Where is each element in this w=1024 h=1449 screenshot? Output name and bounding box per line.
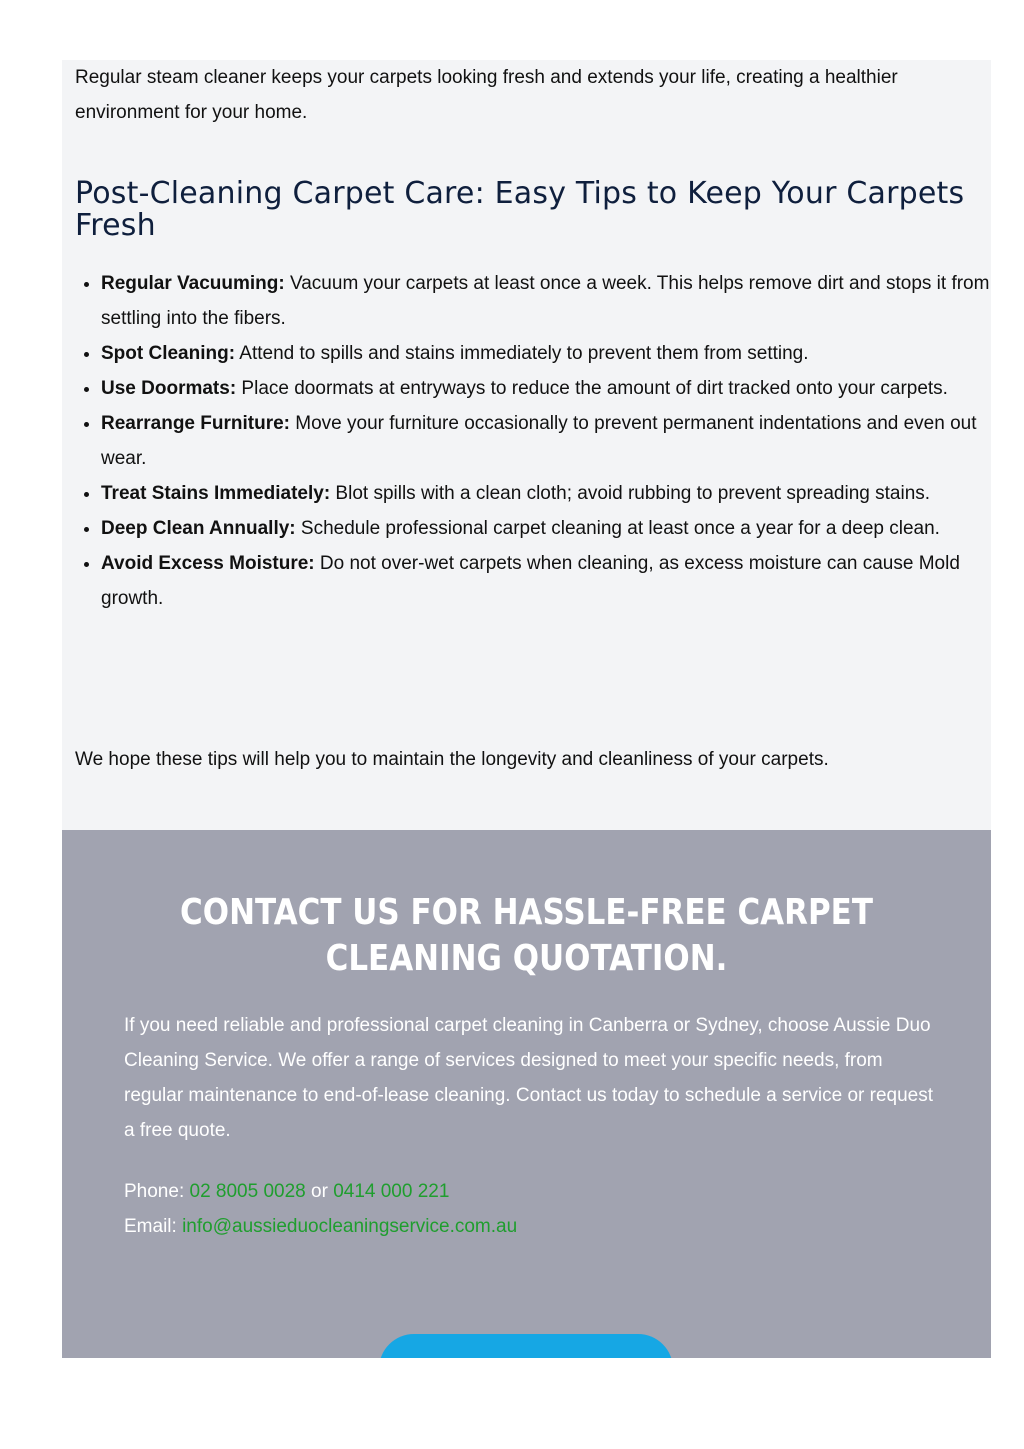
phone-separator: or [305,1181,334,1202]
section-heading: Post-Cleaning Carpet Care: Easy Tips to Keep Your Carpets Fresh [75,176,965,243]
tip-text: Vacuum your carpets at least once a week. This helps remove dirt and stops it from settling into the fibers. [101,273,990,329]
tip-title: Rearrange Furniture: [101,413,290,434]
list-item [101,476,1001,511]
intro-paragraph: Regular steam cleaner keeps your carpets looking fresh and extends your life, creating a healthier environment for your home. [75,67,898,123]
list-item [101,266,1001,336]
list-item [101,511,1001,546]
tip-text: Schedule professional carpet cleaning at least once a year for a deep clean. [295,518,940,539]
tip-text: Do not over-wet carpets when cleaning, as excess moisture can cause Mold growth. [101,553,960,609]
contact-section [62,830,991,1358]
phone-label: Phone: [124,1181,190,1202]
tip-title: Spot Cleaning: [101,343,236,364]
tip-title: Avoid Excess Moisture: [101,553,315,574]
list-item [101,371,1001,406]
tip-title: Use Doormats: [101,378,237,399]
list-item [101,336,1001,371]
email-label: Email: [124,1216,183,1237]
contact-description: If you need reliable and professional carpet cleaning in Canberra or Sydney, choose Aussie Duo Cleaning Service. We offer a range of services designed to meet your specific needs, from regular maintenance to end-of-lease cleaning. Contact us today to schedule a service or request a free quote. [124,1015,934,1141]
phone-line [124,1174,934,1209]
tip-title: Regular Vacuuming: [101,273,285,294]
contact-details [124,1174,934,1244]
quote-button[interactable] [379,1334,673,1358]
tip-text: Move your furniture occasionally to prevent permanent indentations and even out wear. [101,413,977,469]
list-item [101,546,1001,616]
tip-title: Deep Clean Annually: [101,518,296,539]
contact-title: CONTACT US FOR HASSLE-FREE CARPET CLEANING QUOTATION. [180,892,873,979]
list-item [101,406,1001,476]
email-link[interactable]: info@aussieduocleaningservice.com.au [182,1216,518,1237]
tip-text: Place doormats at entryways to reduce the amount of dirt tracked onto your carpets. [236,378,948,399]
outro-paragraph: We hope these tips will help you to maintain the longevity and cleanliness of your carpets. [75,749,829,770]
tips-list [75,266,1001,616]
phone-link-mobile[interactable]: 0414 000 221 [333,1181,450,1202]
phone-link-primary[interactable]: 02 8005 0028 [189,1181,306,1202]
tip-text: Blot spills with a clean cloth; avoid rubbing to prevent spreading stains. [330,483,931,504]
tip-title: Treat Stains Immediately: [101,483,331,504]
email-line [124,1209,934,1244]
tip-text: Attend to spills and stains immediately to prevent them from setting. [235,343,809,364]
